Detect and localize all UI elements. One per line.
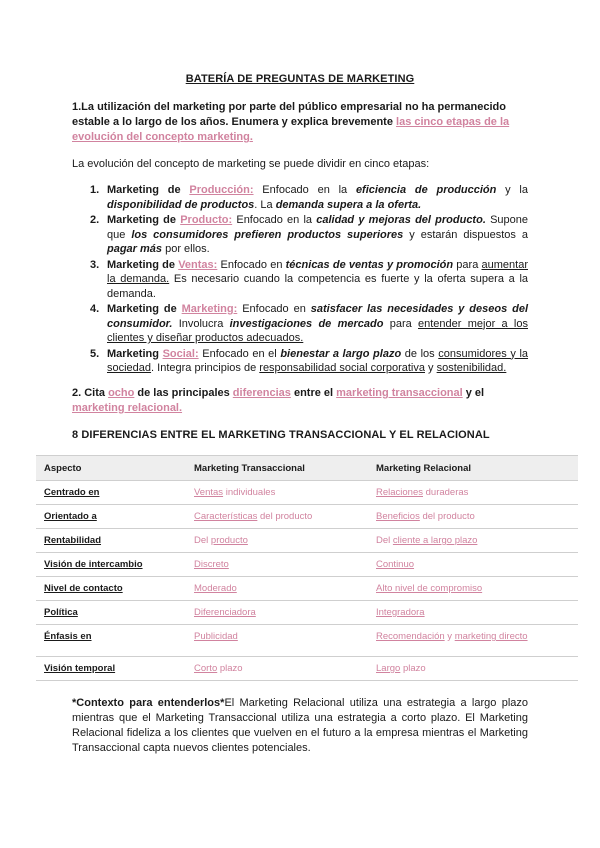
header-transaccional: Marketing Transaccional: [186, 456, 368, 481]
table-row: [36, 625, 578, 657]
stage-item-3: 3. Marketing de Ventas: Enfocado en técnicas de ventas y promoción para aumentar la demanda. Es necesario cuando la competencia es fuerte y la oferta supera a la demanda.: [90, 258, 529, 300]
table-title: 8 DIFERENCIAS ENTRE EL MARKETING TRANSACCIONAL Y EL RELACIONAL: [72, 429, 490, 441]
aspect-cell: Rentabilidad: [36, 529, 186, 553]
aspect-cell: Orientado a: [36, 505, 186, 529]
stage-item-2: 2. Marketing de Producto: Enfocado en la calidad y mejoras del producto. Supone que los consumidores prefieren productos superiores y estarán dispuestos a pagar más por ellos.: [90, 214, 529, 255]
table-row: [36, 481, 578, 505]
table-row: [36, 505, 578, 529]
aspect-cell: Nivel de contacto: [36, 577, 186, 601]
transaccional-cell: Características del producto: [186, 505, 368, 529]
relacional-cell: Beneficios del producto: [368, 505, 578, 529]
relacional-cell: Continuo: [368, 553, 578, 577]
aspect-cell: Visión temporal: [36, 657, 186, 681]
relacional-cell: Relaciones duraderas: [368, 481, 578, 505]
transaccional-cell: Discreto: [186, 553, 368, 577]
relacional-cell: Integradora: [368, 601, 578, 625]
table-row: [36, 553, 578, 577]
stage-item-4: 4. Marketing de Marketing: Enfocado en satisfacer las necesidades y deseos del consumidor. Involucra investigaciones de mercado para entender mejor a los clientes y diseñar productos adecuados.: [90, 303, 529, 344]
stage-item-1: 1. Marketing de Producción: Enfocado en la eficiencia de producción y la disponibilidad de productos. La demanda supera a la oferta.: [90, 184, 528, 211]
link-ocho[interactable]: ocho: [108, 387, 135, 399]
relacional-cell: Recomendación y marketing directo: [368, 625, 578, 657]
context-label: *Contexto para entenderlos*: [72, 697, 225, 709]
link-diferencias[interactable]: diferencias: [232, 387, 291, 399]
transaccional-cell: Ventas individuales: [186, 481, 368, 505]
table-row: [36, 577, 578, 601]
differences-table: [36, 455, 578, 681]
header-relacional: Marketing Relacional: [368, 456, 578, 481]
transaccional-cell: Del producto: [186, 529, 368, 553]
link-marketing-transaccional[interactable]: marketing transaccional: [336, 387, 463, 399]
relacional-cell: Largo plazo: [368, 657, 578, 681]
stages-list: [72, 183, 528, 377]
relacional-cell: Alto nivel de compromiso: [368, 577, 578, 601]
document-title: BATERÍA DE PREGUNTAS DE MARKETING: [185, 73, 415, 85]
context-text: El Marketing Relacional utiliza una estrategia a largo plazo mientras que el Marketing Transaccional utiliza una estrategia a corto plazo. El Marketing Relacional fideliza a los clientes que vuelven en el futuro a la empresa mientras el Marketing Transaccional capta nuevos clientes potenciales.: [72, 697, 528, 754]
context-paragraph: [72, 696, 528, 756]
table-row: [36, 657, 578, 681]
aspect-cell: Énfasis en: [36, 625, 186, 657]
transaccional-cell: Diferenciadora: [186, 601, 368, 625]
header-aspecto: Aspecto: [36, 456, 186, 481]
table-row: [36, 601, 578, 625]
aspect-cell: Centrado en: [36, 481, 186, 505]
link-marketing-relacional[interactable]: marketing relacional.: [72, 402, 183, 414]
aspect-cell: Política: [36, 601, 186, 625]
question-1-text: 1.La utilización del marketing por parte del público empresarial no ha permanecido estable a lo largo de los años. Enumera y explica brevemente: [72, 101, 506, 128]
transaccional-cell: Moderado: [186, 577, 368, 601]
stage-item-5: 5. Marketing Social: Enfocado en el bienestar a largo plazo de los consumidores y la sociedad. Integra principios de responsabilidad social corporativa y sostenibilidad.: [90, 347, 529, 374]
table-header-row: [36, 456, 578, 481]
question-2: 2. Cita ocho de las principales diferencias entre el marketing transaccional y el marketing relacional.: [72, 387, 485, 414]
relacional-cell: Del cliente a largo plazo: [368, 529, 578, 553]
question-1: [72, 100, 528, 145]
transaccional-cell: Publicidad: [186, 625, 368, 657]
table-row: [36, 529, 578, 553]
transaccional-cell: Corto plazo: [186, 657, 368, 681]
intro-text: La evolución del concepto de marketing se puede dividir en cinco etapas:: [72, 158, 430, 170]
aspect-cell: Visión de intercambio: [36, 553, 186, 577]
question-1-link[interactable]: las cinco etapas de la evolución del concepto marketing.: [72, 116, 510, 143]
